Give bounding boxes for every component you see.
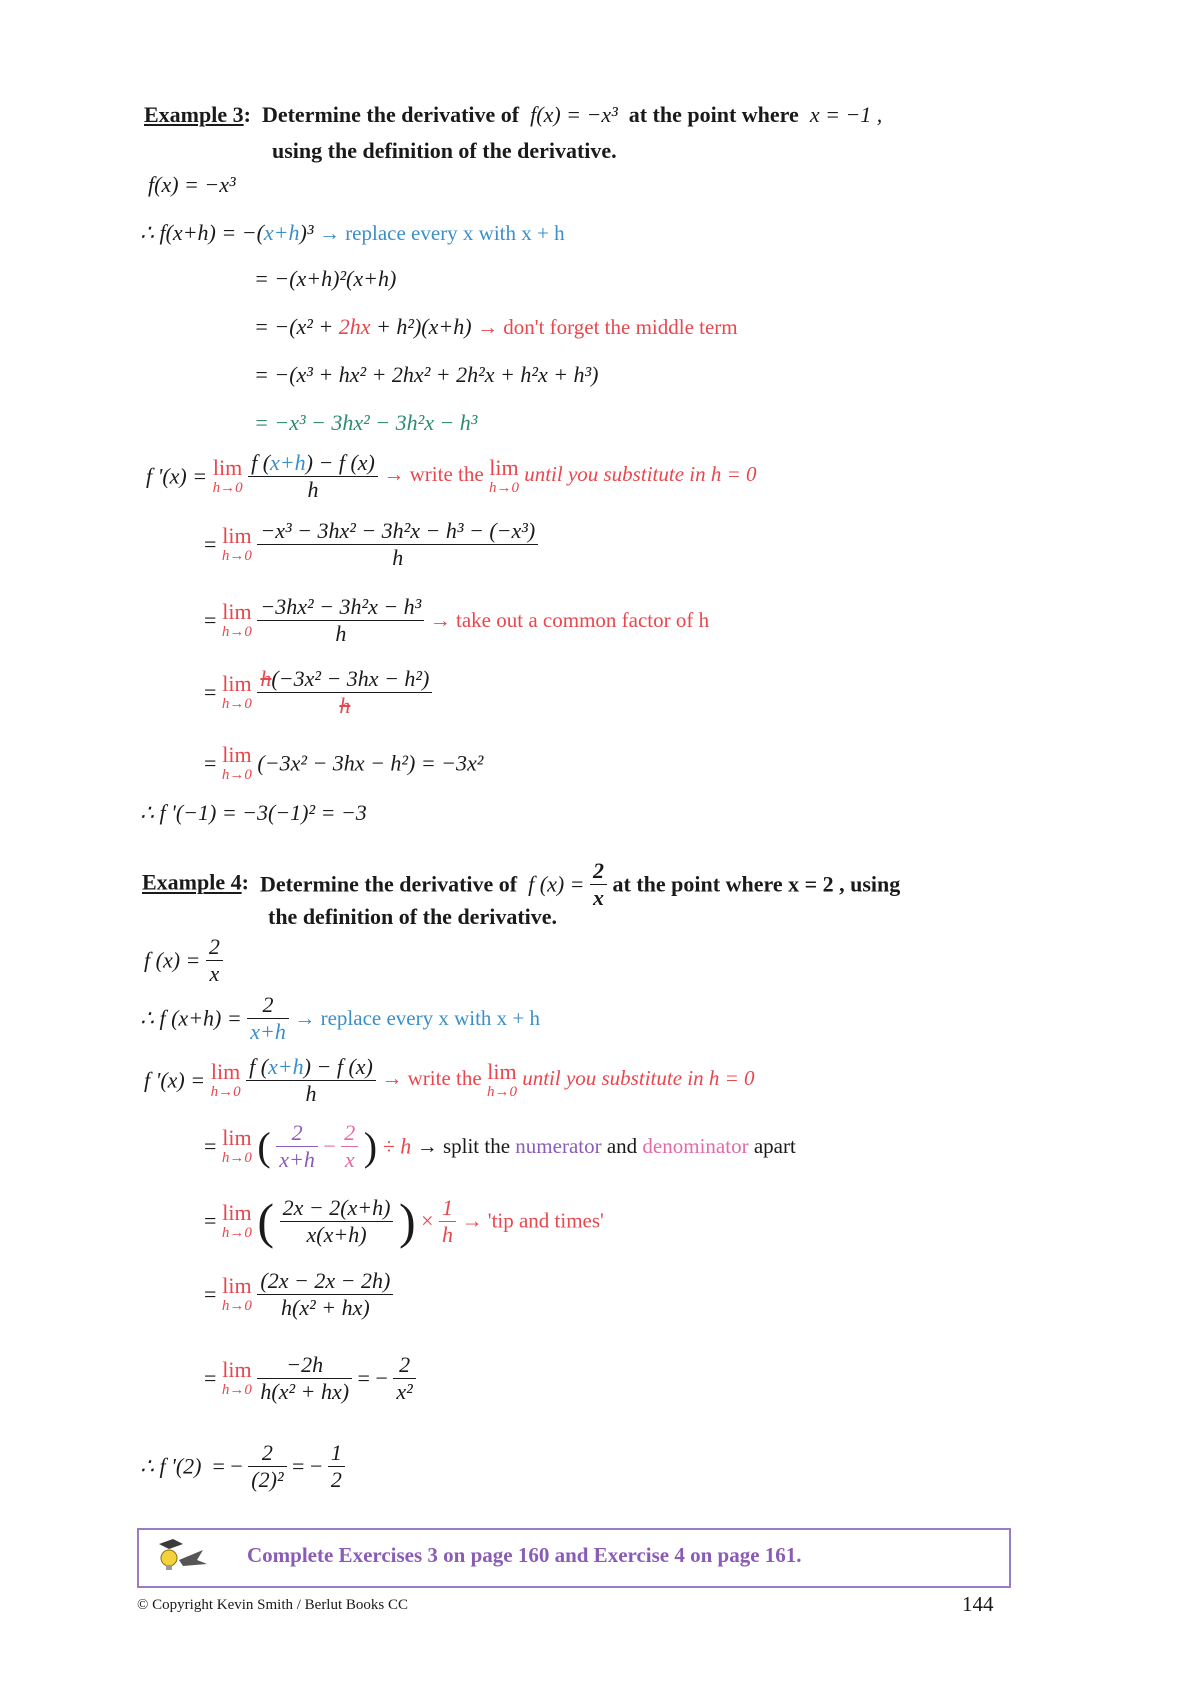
example3-line5: = −x³ − 3hx² − 3h²x − h³ bbox=[254, 410, 478, 435]
example4-step: = lim h→0 $\frac{(2x - 2x - 2h)}{\text{h(x² + hx)}}$ bbox=[204, 1268, 393, 1321]
example3-conclusion: ∴ f '(−1) = −3(−1)² = −3 bbox=[140, 800, 367, 825]
difference-quotient: $\frac{f (x+h) - f (x)}{h}$ bbox=[248, 450, 378, 503]
example4-conclusion: ∴ f '(2) = − $\frac{2}{\text{(2)²}}$ = − $\frac{1}{2}$ bbox=[140, 1440, 345, 1493]
example3-prompt-line2: using the definition of the derivative. bbox=[272, 138, 617, 163]
example4-note-replace: → replace every x with x + h bbox=[294, 1006, 541, 1030]
lightbulb-graduate-icon bbox=[153, 1538, 209, 1581]
exercise-box bbox=[137, 1528, 1011, 1588]
example3-line4: = −(x³ + hx² + 2hx² + 2h²x + h²x + h³) bbox=[254, 362, 599, 387]
example3-line2: = −(x+h)²(x+h) bbox=[254, 266, 397, 291]
example3-note-write-lim: → write the lim h→0 until you substitute in h = 0 bbox=[383, 455, 757, 496]
example3-heading: Example 3: Determine the derivative of f(x) = −x³ at the point where x = −1 , bbox=[144, 102, 883, 127]
example4-tip-times: = lim h→0 ( $\frac{2x - 2(x+h)}{x(x+h)}$ ) × $\frac{1}{h}$ → 'tip and times' bbox=[204, 1193, 604, 1249]
example4-note-split: → split the numerator and denominator apart bbox=[416, 1134, 796, 1158]
example3-label: Example 3 bbox=[144, 102, 244, 127]
example3-step4: = lim h→0 (−3x² − 3hx − h²) = −3x² bbox=[204, 742, 484, 783]
example4-function: f (x) = $\frac{2}{x}$ bbox=[144, 934, 223, 987]
example3-definition: f '(x) = lim h→0 $\frac{f (x+h) - f (x)}{h}$ → write the lim h→0 until you substitute in h = 0 bbox=[146, 450, 757, 502]
example4-prompt-line2: the definition of the derivative. bbox=[268, 904, 558, 929]
copyright-notice: © Copyright Kevin Smith / Berlut Books CC bbox=[137, 1597, 408, 1613]
example4-cancel: = lim h→0 $\frac{-2h}{\text{h(x² + hx)}}$ = − $\frac{2}{\text{x²}}$ bbox=[204, 1352, 416, 1405]
example3-step2: = lim h→0 $\frac{\text{−3hx² − 3h²x − h³}}{h}$ → take out a common factor of h bbox=[204, 594, 710, 646]
example4-heading: Example 4: Determine the derivative of f (x) = $\frac{2}{x}$ at the point where x = 2 , using bbox=[142, 858, 901, 910]
example3-step3: = lim h→0 $\frac{\text{h(−3x² − 3hx − h²)}}{h}$ bbox=[204, 666, 432, 719]
example4-note-tip: → 'tip and times' bbox=[461, 1208, 604, 1233]
example3-line3: = −(x² + 2hx + h²)(x+h) → don't forget the middle term bbox=[254, 314, 738, 339]
example4-label: Example 4 bbox=[142, 869, 242, 895]
example4-line1: ∴ f (x+h) = $\frac{2}{x+h}$ → replace every x with x + h bbox=[140, 992, 541, 1044]
example3-note-replace: → replace every x with x + h bbox=[318, 221, 565, 245]
example4-split: = lim h→0 ( $\frac{2}{x+h}$ − $\frac{2}{x}$ ) ÷ h → split the numerator and denominator apart bbox=[204, 1120, 796, 1172]
example4-note-write-lim: → write the lim h→0 until you substitute in h = 0 bbox=[381, 1059, 755, 1100]
limit-operator: lim h→0 bbox=[212, 455, 243, 496]
page-number: 144 bbox=[962, 1592, 994, 1616]
example3-note-common-factor: → take out a common factor of h bbox=[429, 608, 710, 632]
example3-line1: ∴ f(x+h) = −(x+h)³ → replace every x with x + h bbox=[140, 220, 565, 245]
example3-note-middle-term: → don't forget the middle term bbox=[477, 315, 738, 339]
example3-step1: = lim h→0 $\frac{\text{−x³ − 3hx² − 3h²x − h³ − (−x³)}}{h}$ bbox=[204, 518, 538, 571]
exercise-instruction: Complete Exercises 3 on page 160 and Exercise 4 on page 161. bbox=[247, 1543, 802, 1567]
example3-function: f(x) = −x³ bbox=[148, 172, 236, 197]
example4-definition: f '(x) = lim h→0 $\frac{f (x+h) - f (x)}{h}$ → write the lim h→0 until you substitute in h = 0 bbox=[144, 1054, 755, 1106]
